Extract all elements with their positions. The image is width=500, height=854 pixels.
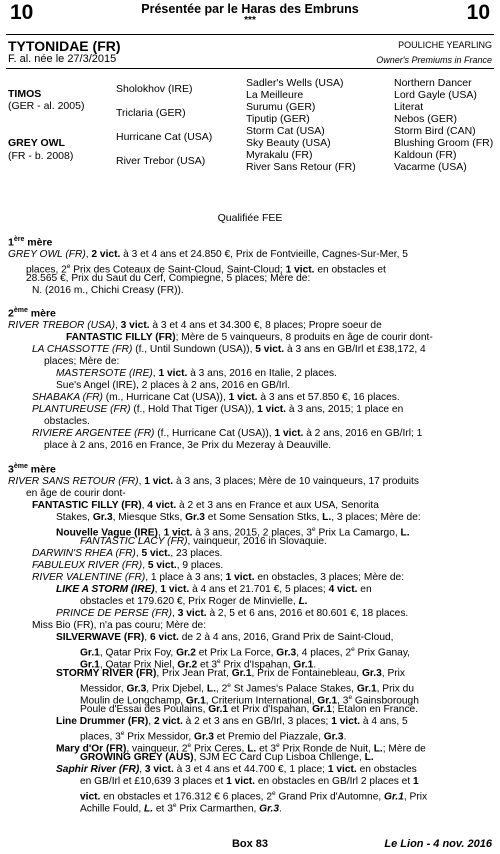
gen3-item: Surumu (GER) bbox=[246, 101, 316, 113]
text-line: LA CHASSOTTE (FR) (f., Until Sundown (USA)), 5 vict. à 3 ans en GB/Irl et £38,172, 4 bbox=[32, 344, 426, 355]
text-line: SILVERWAVE (FR), 6 vict. de 2 à 4 ans, 2016, Grand Prix de Saint-Cloud, bbox=[56, 632, 394, 643]
section-ordinal: ème bbox=[13, 463, 28, 470]
text-line: Gr.1, Qatar Prix Foy, Gr.2 et Prix La Force, Gr.3, 4 places, 2e Prix Ganay, bbox=[80, 646, 410, 659]
text-line: N. (2016 m., Chichi Creasy (FR)). bbox=[32, 285, 184, 296]
section-ordinal: ère bbox=[13, 236, 25, 243]
gen3-item: Tiputip (GER) bbox=[246, 113, 310, 125]
section-word: mère bbox=[30, 307, 56, 320]
sale-info: Le Lion - 4 nov. 2016 bbox=[384, 838, 492, 850]
section-word: mère bbox=[30, 463, 56, 476]
text-line: Messidor, Gr.3, Prix Djebel, L., 2e St James's Palace Stakes, Gr.1, Prix du bbox=[80, 682, 415, 695]
text-line: Gr.1, Qatar Prix Niel, Gr.2 et 3e Prix d'Ispahan, Gr.1. bbox=[80, 658, 317, 671]
text-line: Nouvelle Vague (IRE), 1 vict. à 3 ans, 2015, 2 places, 3e Prix La Camargo, L. bbox=[56, 526, 410, 539]
text-line: Mary d'Or (FR), vainqueur, 2e Prix Ceres, L. et 3e Prix Ronde de Nuit, L.; Mère de bbox=[56, 742, 426, 755]
text-line: Moulin de Longchamp, Gr.1, Criterium International, Gr.1, 3e Gainsborough bbox=[80, 694, 419, 707]
text-line: SHABAKA (FR) (m., Hurricane Cat (USA)), 1 vict. à 3 ans et 57.850 €, 16 places. bbox=[32, 392, 400, 403]
text-line: en âge de courir dont- bbox=[26, 488, 126, 499]
horse-subtitle: F. al. née le 27/3/2015 bbox=[8, 53, 117, 65]
text-line: Stakes, Gr.3, Miesque Stks, Gr.3 et Some Sensation Stks, L., 3 places; Mère de: bbox=[56, 512, 421, 523]
text-line: FANTASTIC FILLY (FR), 4 vict. à 2 et 3 ans en France et aux USA, Senorita bbox=[32, 500, 379, 511]
text-line: Saphir River (FR), 3 vict. à 3 et 4 ans et 44.700 €, 1 place; 1 vict. en obstacles bbox=[56, 764, 417, 775]
section-number: 1 bbox=[8, 236, 14, 249]
gen4-item: Vacarme (USA) bbox=[394, 161, 467, 173]
text-line: STORMY RIVER (FR), Prix Jean Prat, Gr.1, Prix de Fontainebleau, Gr.3, Prix bbox=[56, 668, 405, 679]
dam-name: GREY OWL bbox=[8, 137, 65, 149]
text-line: Achille Fould, L. et 3e Prix Carmarthen, Gr.3. bbox=[80, 802, 282, 815]
gen3-item: Storm Cat (USA) bbox=[246, 125, 325, 137]
section-heading-3 bbox=[8, 463, 56, 476]
lot-number-right: 10 bbox=[466, 1, 490, 24]
qualification: Qualifiée FEE bbox=[217, 212, 283, 224]
text-line: DARWIN'S RHEA (FR), 5 vict., 23 places. bbox=[32, 548, 223, 559]
sire-name: TIMOS bbox=[8, 88, 42, 100]
section-ordinal: ème bbox=[13, 307, 28, 314]
text-line: RIVER VALENTINE (FR), 1 place à 3 ans; 1 vict. en obstacles, 3 places; Mère de: bbox=[32, 572, 405, 583]
text-line: PLANTUREUSE (FR) (f., Hold That Tiger (USA)), 1 vict. à 3 ans, 2015; 1 place en bbox=[32, 404, 404, 415]
gen2-item: Sholokhov (IRE) bbox=[116, 83, 193, 95]
gen4-item: Storm Bird (CAN) bbox=[394, 125, 476, 137]
header-rule bbox=[6, 34, 494, 35]
section-heading-1 bbox=[8, 236, 52, 249]
section-heading-2 bbox=[8, 307, 56, 320]
text-line: PRINCE DE PERSE (FR), 3 vict. à 2, 5 et 6 ans, 2016 et 80.601 €, 18 places. bbox=[56, 608, 409, 619]
gen4-item: Lord Gayle (USA) bbox=[394, 89, 477, 101]
gen4-item: Blushing Groom (FR) bbox=[394, 137, 494, 149]
header-stars: *** bbox=[244, 15, 256, 26]
text-line: vict. en obstacles et 176.312 € 6 places, 2e Grand Prix d'Automne, Gr.1, Prix bbox=[80, 790, 428, 803]
presenter-title: Présentée par le Haras des Embruns bbox=[141, 2, 359, 16]
pedigree-rule bbox=[6, 68, 494, 69]
text-line: places, 2e Prix des Coteaux de Saint-Cloud, Saint-Cloud; 1 vict. en obstacles et bbox=[26, 263, 386, 276]
text-line: GROWING GREY (AUS), SJM EC Card Cup Lisboa Chllenge, L. bbox=[80, 752, 374, 763]
text-line: RIVER SANS RETOUR (FR), 1 vict. à 3 ans, 3 places; Mère de 10 vainqueurs, 17 produits bbox=[8, 476, 419, 487]
gen2-item: Triclaria (GER) bbox=[116, 107, 186, 119]
text-line: GREY OWL (FR), 2 vict. à 3 et 4 ans et 24.850 €, Prix de Fontvieille, Cagnes-Sur-Mer, 5 bbox=[8, 249, 408, 260]
gen2-item: River Trebor (USA) bbox=[116, 155, 206, 167]
text-line: places, 3e Prix Messidor, Gr.3 et Premio del Piazzale, Gr.3. bbox=[80, 730, 347, 743]
text-line: place à 2 ans, 2016 en France, 3e Prix du Mezeray à Deauville. bbox=[44, 440, 332, 451]
gen4-item: Nebos (GER) bbox=[394, 113, 458, 125]
section-number: 3 bbox=[8, 463, 14, 476]
text-line: FANTASTIC FILLY (FR); Mère de 5 vainqueurs, 8 produits en âge de courir dont- bbox=[66, 332, 433, 343]
gen3-item: La Meilleure bbox=[246, 89, 304, 101]
text-line: LIKE A STORM (IRE), 1 vict. à 4 ans et 21.701 €, 5 places; 4 vict. en bbox=[56, 584, 372, 595]
text-line: places; Mère de: bbox=[44, 356, 120, 367]
text-line: Miss Bio (FR), n'a pas couru; Mère de: bbox=[32, 620, 207, 631]
text-line: RIVER TREBOR (USA), 3 vict. à 3 et 4 ans et 34.300 €, 8 places; Propre soeur de bbox=[8, 320, 382, 331]
text-line: FANTASTIC LACY (FR), vainqueur, 2016 in Slovaquie. bbox=[80, 536, 327, 547]
gen4-item: Northern Dancer bbox=[394, 77, 472, 89]
text-line: RIVIERE ARGENTEE (FR) (f., Hurricane Cat (USA)), 1 vict. à 2 ans, 2016 en GB/Irl; 1 bbox=[32, 428, 423, 439]
text-line: FABULEUX RIVER (FR), 5 vict., 9 places. bbox=[32, 560, 224, 571]
gen3-item: Myrakalu (FR) bbox=[246, 149, 313, 161]
text-line: 28.565 €, Prix du Saut du Cerf, Compiegne, 5 places; Mère de: bbox=[26, 273, 311, 284]
gen3-item: Sky Beauty (USA) bbox=[246, 137, 331, 149]
dam-info: (FR - b. 2008) bbox=[8, 150, 74, 162]
sire-info: (GER - al. 2005) bbox=[8, 100, 85, 112]
gen3-item: Sadler's Wells (USA) bbox=[246, 77, 344, 89]
horse-name: TYTONIDAE (FR) bbox=[8, 38, 121, 54]
text-line: Line Drummer (FR), 2 vict. à 2 et 3 ans en GB/Irl, 3 places; 1 vict. à 4 ans, 5 bbox=[56, 716, 408, 727]
text-line: MASTERSOTE (IRE), 1 vict. à 3 ans, 2016 en Italie, 2 places. bbox=[56, 368, 337, 379]
box-number: Box 83 bbox=[231, 838, 269, 850]
lot-number-left: 10 bbox=[10, 1, 34, 24]
gen2-item: Hurricane Cat (USA) bbox=[116, 131, 213, 143]
text-line: obstacles. bbox=[44, 416, 90, 427]
text-line: en GB/Irl et £10,639 3 places et 1 vict. en obstacles en GB/Irl 2 places et 1 bbox=[80, 776, 419, 787]
gen4-item: Kaldoun (FR) bbox=[394, 149, 457, 161]
text-line: Poule d'Essai des Poulains, Gr.1 et Prix d'Ispahan, Gr.1; Etalon en France. bbox=[80, 704, 419, 715]
section-number: 2 bbox=[8, 307, 14, 320]
gen3-item: River Sans Retour (FR) bbox=[246, 161, 356, 173]
section-word: mère bbox=[27, 236, 53, 249]
text-line: Sue's Angel (IRE), 2 places à 2 ans, 2016 en GB/Irl. bbox=[56, 380, 291, 391]
gen4-item: Literat bbox=[394, 101, 424, 113]
text-line: obstacles et 179.620 €, Prix Roger de Minvielle, L. bbox=[80, 596, 308, 607]
horse-category: POULICHE YEARLING bbox=[398, 40, 492, 50]
owners-premiums: Owner's Premiums in France bbox=[376, 55, 492, 65]
